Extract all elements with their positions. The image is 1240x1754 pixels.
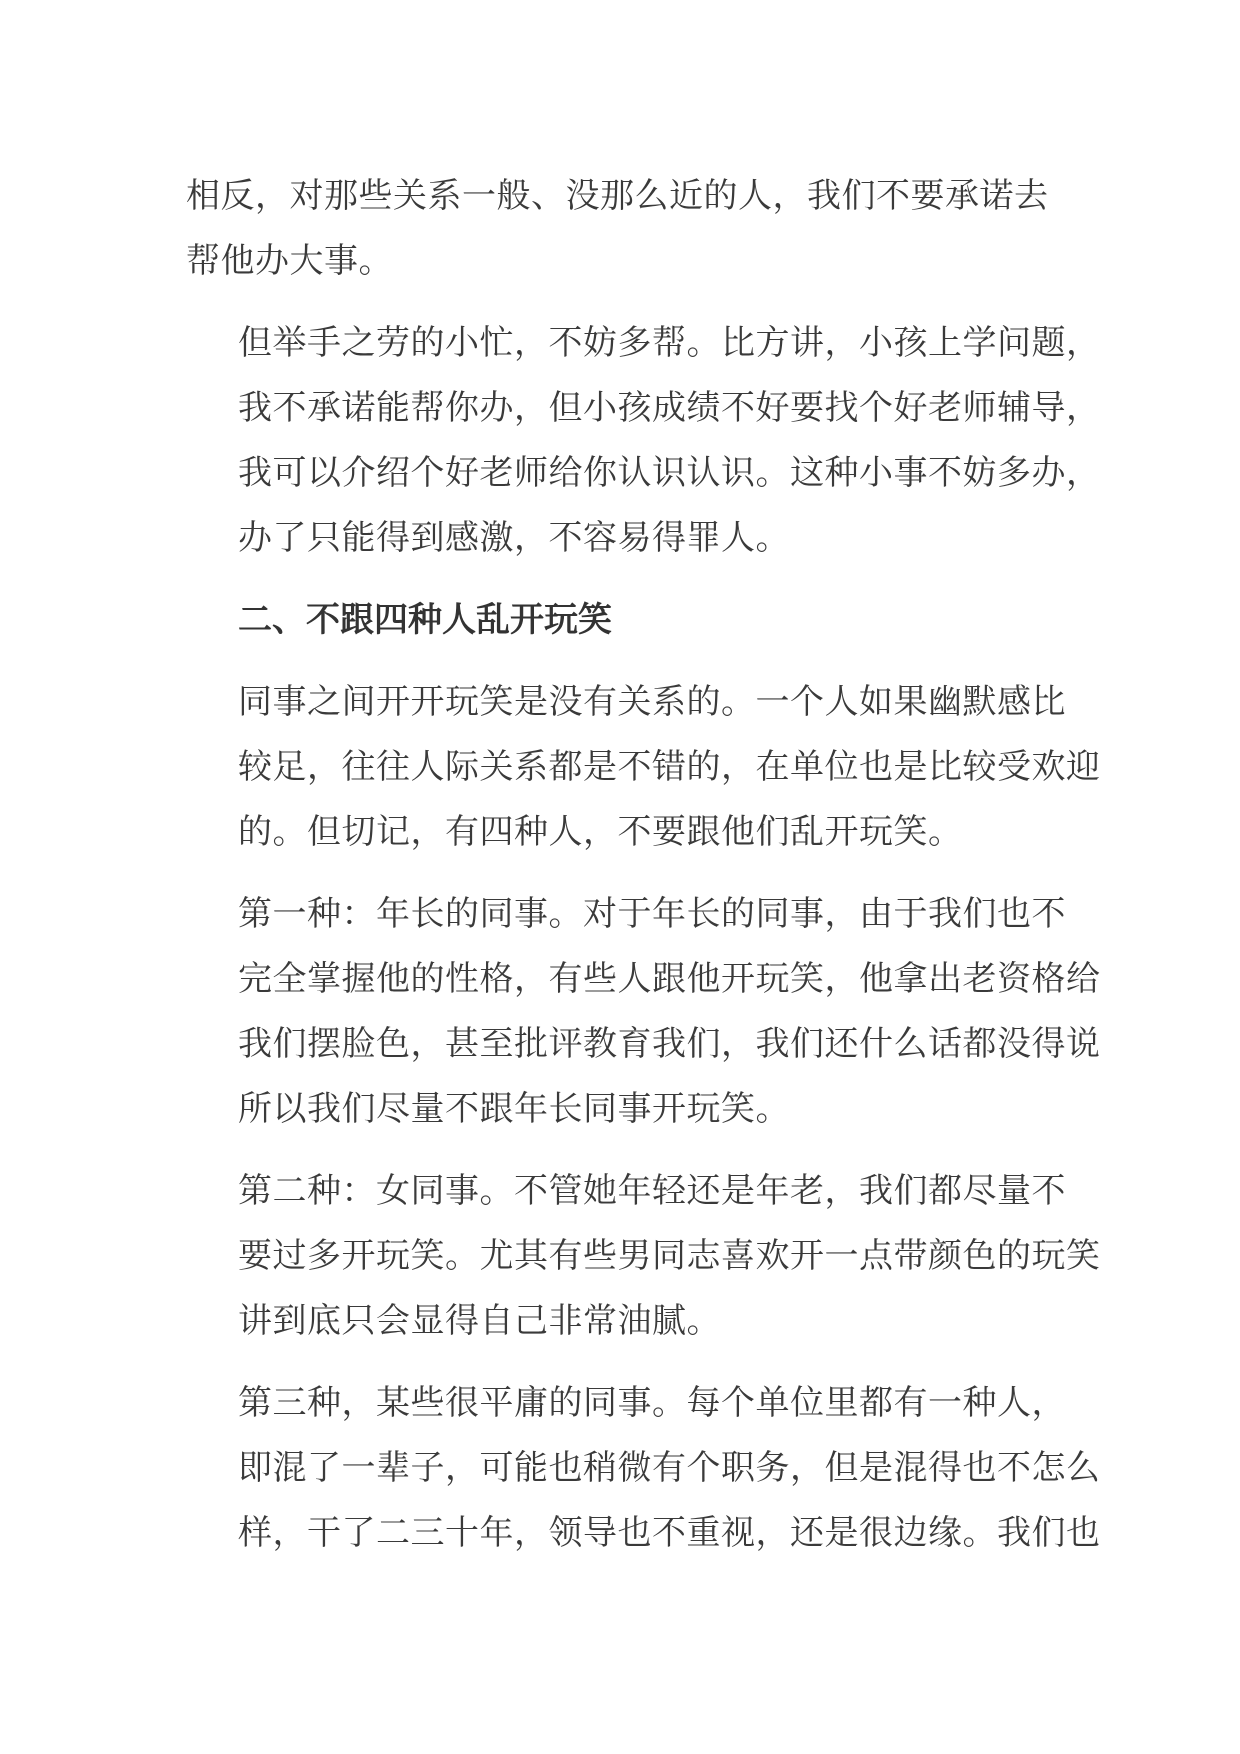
text-line: 第三种，某些很平庸的同事。每个单位里都有一种人， <box>238 1383 1066 1423</box>
text-line: 我不承诺能帮你办，但小孩成绩不好要找个好老师辅导， <box>238 388 1101 428</box>
text-line: 同事之间开开玩笑是没有关系的。一个人如果幽默感比 <box>238 682 1066 722</box>
body-paragraph <box>186 882 1101 1142</box>
text-line: 我们摆脸色，甚至批评教育我们，我们还什么话都没得说 <box>238 1024 1101 1064</box>
text-line: 要过多开玩笑。尤其有些男同志喜欢开一点带颜色的玩笑 <box>238 1236 1101 1276</box>
body-paragraph <box>186 1371 1101 1566</box>
body-paragraph <box>186 1159 1101 1354</box>
section-heading <box>186 588 1066 653</box>
body-paragraph <box>186 311 1101 571</box>
text-line: 二、不跟四种人乱开玩笑 <box>238 600 612 640</box>
text-line: 但举手之劳的小忙，不妨多帮。比方讲，小孩上学问题， <box>238 323 1101 363</box>
body-paragraph <box>186 164 1066 294</box>
text-line: 较足，往往人际关系都是不错的，在单位也是比较受欢迎 <box>238 747 1101 787</box>
text-line: 第一种：年长的同事。对于年长的同事，由于我们也不 <box>238 894 1066 934</box>
text-line: 的。但切记，有四种人，不要跟他们乱开玩笑。 <box>238 812 963 852</box>
body-paragraph <box>186 670 1101 865</box>
text-line: 我可以介绍个好老师给你认识认识。这种小事不妨多办， <box>238 453 1101 493</box>
text-line: 讲到底只会显得自己非常油腻。 <box>238 1301 721 1341</box>
text-line: 完全掌握他的性格，有些人跟他开玩笑，他拿出老资格给 <box>238 959 1101 999</box>
document-body <box>186 164 1101 1583</box>
text-line: 所以我们尽量不跟年长同事开玩笑。 <box>238 1089 790 1129</box>
text-line: 第二种：女同事。不管她年轻还是年老，我们都尽量不 <box>238 1171 1066 1211</box>
text-line: 帮他办大事。 <box>186 241 393 281</box>
text-line: 相反，对那些关系一般、没那么近的人，我们不要承诺去 <box>186 176 1049 216</box>
text-line: 即混了一辈子，可能也稍微有个职务，但是混得也不怎么 <box>238 1448 1101 1488</box>
text-line: 样，干了二三十年，领导也不重视，还是很边缘。我们也 <box>238 1513 1101 1553</box>
text-line: 办了只能得到感激，不容易得罪人。 <box>238 518 790 558</box>
